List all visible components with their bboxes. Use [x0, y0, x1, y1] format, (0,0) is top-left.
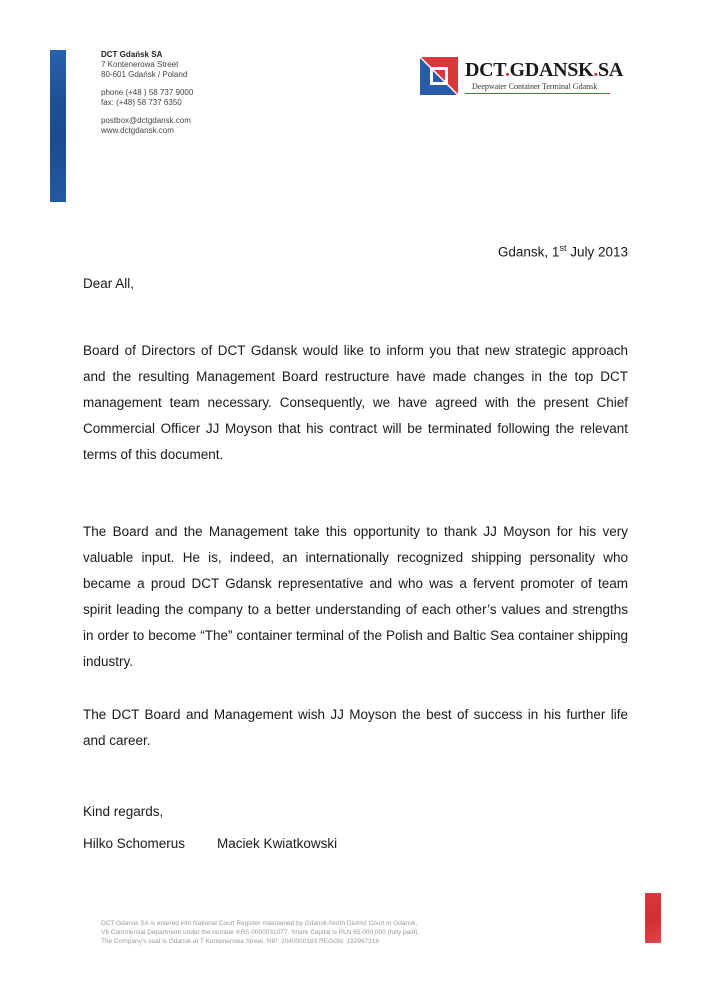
blue-side-bar — [50, 50, 66, 202]
red-footer-bar — [645, 893, 661, 943]
fax: fax: (+48) 58 737 6350 — [101, 98, 182, 107]
address-line-2: 80-601 Gdańsk / Poland — [101, 70, 188, 79]
footer-line-1: DCT Gdansk SA is entered into National Court Register maintained by Gdansk-North District Court in Gdansk, — [101, 920, 418, 927]
company-logo — [420, 57, 623, 95]
signers — [83, 836, 628, 851]
paragraph-3: The DCT Board and Management wish JJ Moyson the best of success in his further life and career. — [83, 707, 628, 748]
logo-mark-icon — [420, 57, 458, 95]
website: www.dctgdansk.com — [101, 126, 174, 135]
logo-wordmark: DCT.GDANSK.SA — [465, 59, 623, 81]
company-address-block — [101, 50, 193, 136]
address-line-1: 7 Kontenerowa Street — [101, 60, 179, 69]
paragraph-2: The Board and the Management take this opportunity to thank JJ Moyson for his very valuable input. He is, indeed, an internationally recognized shipping personality who became a proud DCT Gdansk representative and who was a fervent promoter of team spirit leading the company to a better understanding of each other’s values and strengths in order to become “The” container terminal of the Polish and Baltic Sea container shipping industry. — [83, 524, 628, 669]
signer-2: Maciek Kwiatkowski — [217, 836, 338, 851]
company-name: DCT Gdańsk SA — [101, 50, 163, 59]
footer-line-2: VII Commercial Department under the number KRS 0000031077. Share Capital is PLN 65,000,000 (fully paid). — [101, 929, 420, 936]
legal-footer — [101, 919, 481, 946]
phone: phone (+48 ) 58 737 9000 — [101, 88, 194, 97]
salutation: Dear All, — [83, 276, 135, 291]
logo-tagline: Deepwater Container Terminal Gdansk — [472, 82, 598, 91]
email: postbox@dctgdansk.com — [101, 116, 191, 125]
footer-line-3: The Company's seat is Gdansk at 7 Kontenerowa Street. NIP: 2040000183 REGON: 192967316 — [101, 938, 380, 945]
logo-underline — [465, 93, 610, 94]
signer-1: Hilko Schomerus — [83, 836, 186, 851]
closing: Kind regards, — [83, 804, 164, 819]
paragraph-1: Board of Directors of DCT Gdansk would like to inform you that new strategic approach and the resulting Management Board restructure have made changes in the top DCT management team necessary. Consequently, we have agreed with the present Chief Commercial Officer JJ Moyson that his contract will be terminated following the relevant terms of this document. — [83, 343, 628, 462]
letter-date: Gdansk, 1st July 2013 — [497, 243, 628, 260]
